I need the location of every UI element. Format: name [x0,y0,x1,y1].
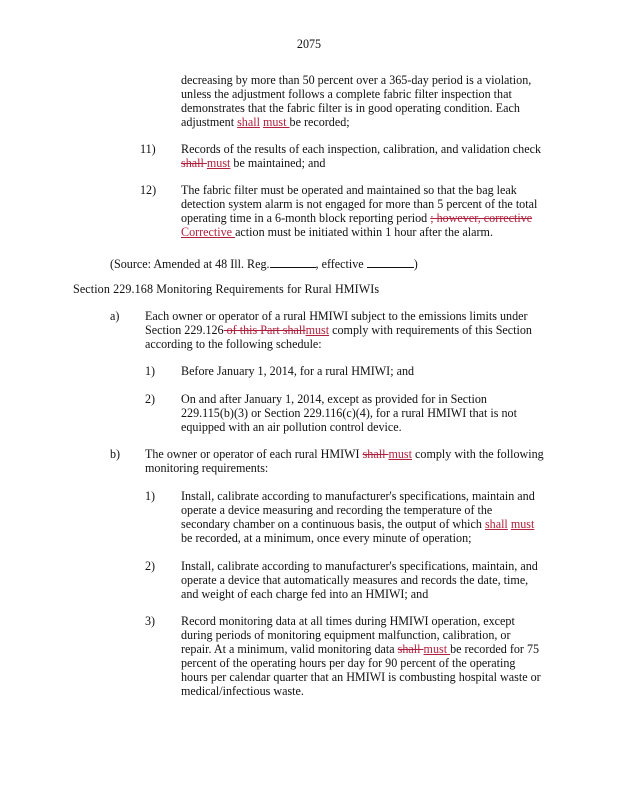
text-line: according to the following schedule: [145,337,322,351]
text-line: detection system alarm is not engaged for more than 5 percent of the total [181,197,538,211]
inserted-text: must [423,642,451,656]
text-line: decreasing by more than 50 percent over a 365-day period is a violation, [181,73,532,87]
text-line: repair. At a minimum, valid monitoring data shall must be recorded for 75 [181,642,540,656]
text-line: shall must be maintained; and [181,156,326,170]
text-line: demonstrates that the fabric filter is in good operating condition. Each [181,101,520,115]
text-line: Before January 1, 2014, for a rural HMIWI; and [181,364,415,378]
inserted-text: Corrective [181,225,236,239]
text-line: hours per calendar quarter that an HMIWI is combusting hospital waste or [181,670,541,684]
text-line: percent of the operating hours per day for 90 percent of the operating [181,656,516,670]
text-line: On and after January 1, 2014, except as provided for in Section [181,392,487,406]
text-line: and weight of each charge fed into an HMIWI; and [181,587,429,601]
inserted-text: must [305,323,330,337]
text-line: Record monitoring data at all times during HMIWI operation, except [181,614,515,628]
text-line: unless the adjustment follows a complete fabric filter inspection that [181,87,512,101]
text-line: equipped with an air pollution control device. [181,420,402,434]
text-line: Records of the results of each inspection, calibration, and validation check [181,142,542,156]
deleted-text: shall [181,156,207,170]
text-line: 229.115(b)(3) or Section 229.116(c)(4), for a rural HMIWI that is not [181,406,517,420]
text-line: Section 229.126 of this Part shallmust comply with requirements of this Section [145,323,532,337]
text-line: operate a device measuring and recording the temperature of the [181,503,493,517]
text-line: The owner or operator of each rural HMIWI shall must comply with the following [145,447,544,461]
inserted-text: shall [484,517,508,531]
paragraph-label: b) [110,447,121,461]
inserted-text: must [510,517,535,531]
deleted-text: shall [397,642,424,656]
inserted-text: must [206,156,231,170]
item-number: 2) [145,559,156,573]
source-note: (Source: Amended at 48 Ill. Reg. , effective ) [110,257,418,271]
item-number: 1) [145,489,156,503]
text-line: medical/infectious waste. [181,684,304,698]
item-number: 12) [140,183,157,197]
inserted-text: must [262,115,290,129]
section-heading: Section 229.168 Monitoring Requirements for Rural HMIWIs [73,282,380,296]
text-line: be recorded, at a minimum, once every minute of operation; [181,531,472,545]
text-line: Install, calibrate according to manufacturer's specifications, maintain, and [181,559,538,573]
paragraph-label: a) [110,309,120,323]
text-line: operate a device that automatically measures and records the date, time, [181,573,529,587]
deleted-text: ; however, corrective [430,211,533,225]
deleted-text: of this Part shall [223,323,306,337]
inserted-text: shall [237,115,260,129]
text-line: adjustment shall must be recorded; [181,115,350,129]
item-number: 2) [145,392,156,406]
item-number: 11) [140,142,156,156]
text-line: secondary chamber on a continuous basis, the output of which shall must [181,517,535,531]
text-line: operating time in a 6-month block reporting period ; however, corrective [181,211,533,225]
text-line: Corrective action must be initiated within 1 hour after the alarm. [181,225,493,239]
text-line: monitoring requirements: [145,461,269,475]
text-line: during periods of monitoring equipment malfunction, calibration, or [181,628,511,642]
deleted-text: shall [362,447,389,461]
text-line: The fabric filter must be operated and maintained so that the bag leak [181,183,517,197]
page-number: 2075 [296,37,322,51]
item-number: 3) [145,614,156,628]
inserted-text: must [388,447,412,461]
text-line: Install, calibrate according to manufacturer's specifications, maintain and [181,489,535,503]
text-line: Each owner or operator of a rural HMIWI subject to the emissions limits under [145,309,528,323]
item-number: 1) [145,364,156,378]
